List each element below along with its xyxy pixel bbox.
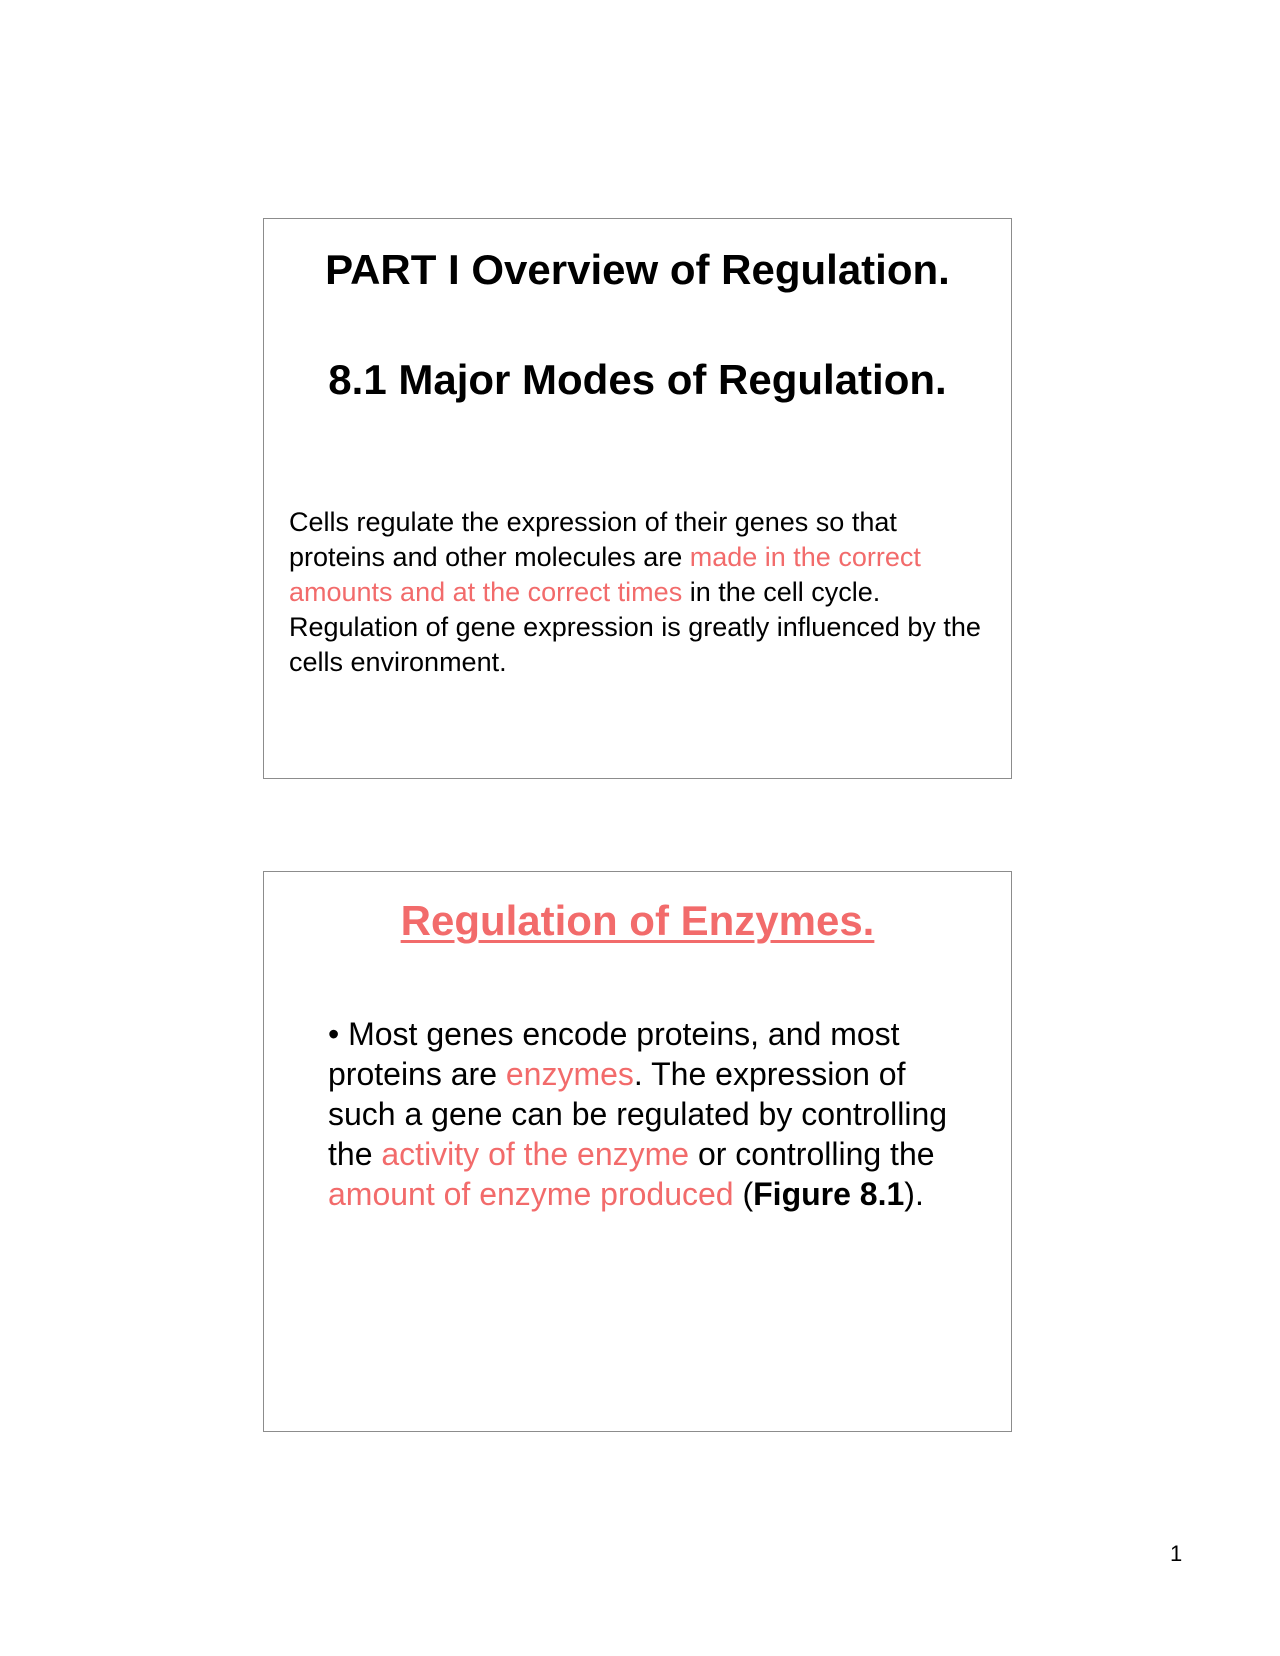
page-number: 1 bbox=[1170, 1541, 1183, 1566]
figure-reference: Figure 8.1 bbox=[753, 1176, 905, 1212]
slide-title-enzymes: Regulation of Enzymes. bbox=[400, 897, 875, 944]
slide-enzymes bbox=[263, 871, 1012, 1432]
bullet-text-3: or controlling the bbox=[689, 1136, 935, 1172]
bullet-item bbox=[328, 1014, 968, 1214]
bullet-text-2: . The expression of such a gene can be regulated by controlling the bbox=[328, 1056, 948, 1172]
bullet-text-4: ( bbox=[733, 1176, 754, 1212]
slide-title-section: 8.1 Major Modes of Regulation. bbox=[328, 356, 947, 403]
highlight-enzyme-activity: activity of the enzyme bbox=[381, 1136, 690, 1172]
bullet-text-5: ). bbox=[904, 1176, 924, 1212]
bullet-text-1: Most genes encode proteins, and most proteins are bbox=[328, 1016, 900, 1092]
slide-overview bbox=[263, 218, 1012, 779]
highlight-enzymes: enzymes bbox=[505, 1056, 634, 1092]
highlight-correct-amounts: made in the correct amounts and at the correct times bbox=[289, 542, 921, 607]
highlight-enzyme-amount: amount of enzyme produced bbox=[328, 1176, 734, 1212]
body-text-1: Cells regulate the expression of their genes so that proteins and other molecules are bbox=[289, 507, 897, 572]
slide-title-part: PART I Overview of Regulation. bbox=[325, 246, 950, 293]
bullet-marker: • bbox=[328, 1016, 340, 1052]
slide-body-text bbox=[289, 505, 989, 680]
body-text-2: in the cell cycle. Regulation of gene expression is greatly influenced by the cells environment. bbox=[289, 577, 981, 677]
